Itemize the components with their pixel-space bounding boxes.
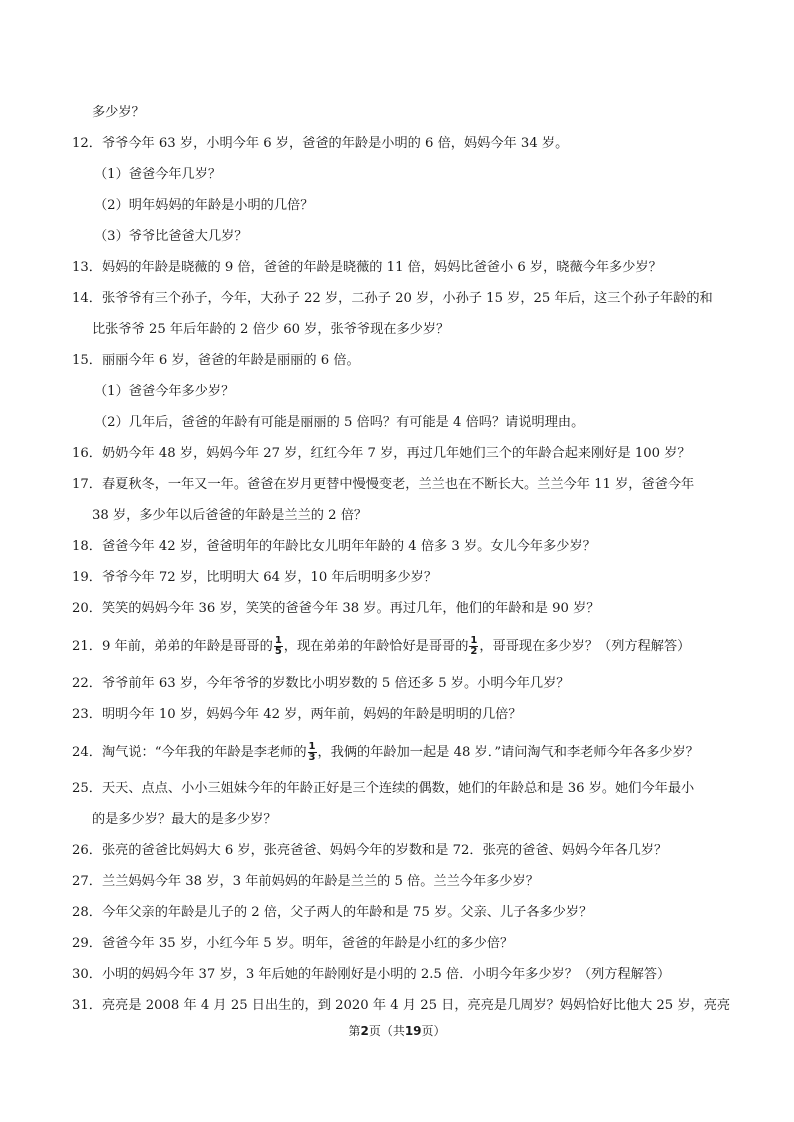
fraction-one-half: $\frac{1}{2}$ [470,635,478,657]
problem-14-line-2: 比张爷爷 25 年后年龄的 2 倍少 60 岁，张爷爷现在多少岁？ [92,322,450,337]
problem-18: 18．爸爸今年 42 岁，爸爸明年的年龄比女儿明年年龄的 4 倍多 3 岁。女儿今年多少岁？ [72,539,596,554]
problem-25-line-1: 25．天天、点点、小小三姐妹今年的年龄正好是三个连续的偶数，她们的年龄总和是 36 岁。她们今年最小 [72,781,695,796]
problem-12: 12．爷爷今年 63 岁，小明今年 6 岁，爸爸的年龄是小明的 6 倍，妈妈今年 34 岁。 [72,136,569,151]
problem-24-text-b: ，我俩的年龄加一起是 48 岁．”请问淘气和李老师今年各多少岁？ [317,745,699,760]
problem-14-line-1: 14．张爷爷有三个孙子，今年，大孙子 22 岁，二孙子 20 岁，小孙子 15 岁，25 年后，这三个孙子年龄的和 [72,291,713,306]
fraction-one-third: $\frac{1}{3}$ [308,741,316,763]
problem-29: 29．爸爸今年 35 岁，小红今年 5 岁。明年，爸爸的年龄是小红的多少倍？ [72,936,514,951]
problem-11-tail: 多少岁？ [92,105,145,120]
problem-30: 30．小明的妈妈今年 37 岁，3 年后她的年龄刚好是小明的 2.5 倍．小明今年多少岁？（列方程解答） [72,967,671,982]
problem-12-part-1: （1）爸爸今年几岁？ [94,167,222,182]
problem-26: 26．张亮的爸爸比妈妈大 6 岁，张亮爸爸、妈妈今年的岁数和是 72．张亮的爸爸、妈妈今年各几岁？ [72,843,668,858]
problem-15: 15．丽丽今年 6 岁，爸爸的年龄是丽丽的 6 倍。 [72,353,360,368]
current-page-number: 2 [360,1024,369,1038]
page-footer: 第2页（共19页） [348,1024,446,1038]
problem-12-part-2: （2）明年妈妈的年龄是小明的几倍？ [94,198,314,213]
problem-21-text-b: ，现在弟弟的年龄恰好是哥哥的 [283,639,469,654]
problem-16: 16．奶奶今年 48 岁，妈妈今年 27 岁，红红今年 7 岁，再过几年她们三个的年龄合起来刚好是 100 岁？ [72,446,691,461]
problem-24-text-a: 24．淘气说：“今年我的年龄是李老师的 [72,745,307,760]
problem-12-part-3: （3）爷爷比爸爸大几岁？ [94,229,248,244]
total-page-count: 19 [404,1024,422,1038]
problem-15-part-2: （2）几年后，爸爸的年龄有可能是丽丽的 5 倍吗？有可能是 4 倍吗？请说明理由。 [94,415,585,430]
problem-23: 23．明明今年 10 岁，妈妈今年 42 岁，两年前，妈妈的年龄是明明的几倍？ [72,707,522,722]
problem-17-line-2: 38 岁，多少年以后爸爸的年龄是兰兰的 2 倍？ [92,508,368,523]
problem-21-text-c: ，哥哥现在多少岁？（列方程解答） [479,639,691,654]
problem-22: 22．爷爷前年 63 岁，今年爷爷的岁数比小明岁数的 5 倍还多 5 岁。小明今年几岁？ [72,676,570,691]
problem-24 [72,742,754,763]
fraction-one-fifth: $\frac{1}{5}$ [274,635,282,657]
problem-31: 31．亮亮是 2008 年 4 月 25 日出生的，到 2020 年 4 月 25 日，亮亮是几周岁？妈妈恰好比他大 25 岁，亮亮 [72,998,731,1013]
problem-21 [72,636,754,657]
problem-28: 28．今年父亲的年龄是儿子的 2 倍，父子两人的年龄和是 75 岁。父亲、儿子各多少岁？ [72,905,593,920]
problem-21-text-a: 21．9 年前，弟弟的年龄是哥哥的 [72,639,273,654]
problem-25-line-2: 的是多少岁？最大的是多少岁？ [92,812,277,827]
problem-15-part-1: （1）爸爸今年多少岁？ [94,384,235,399]
problem-13: 13．妈妈的年龄是晓薇的 9 倍，爸爸的年龄是晓薇的 11 倍，妈妈比爸爸小 6 岁，晓薇今年多少岁？ [72,260,662,275]
problem-19: 19．爷爷今年 72 岁，比明明大 64 岁，10 年后明明多少岁？ [72,570,438,585]
problem-27: 27．兰兰妈妈今年 38 岁，3 年前妈妈的年龄是兰兰的 5 倍。兰兰今年多少岁？ [72,874,539,889]
problem-17-line-1: 17．春夏秋冬，一年又一年。爸爸在岁月更替中慢慢变老，兰兰也在不断长大。兰兰今年 11 岁，爸爸今年 [72,477,695,492]
problem-20: 20．笑笑的妈妈今年 36 岁，笑笑的爸爸今年 38 岁。再过几年，他们的年龄和是 90 岁？ [72,601,600,616]
